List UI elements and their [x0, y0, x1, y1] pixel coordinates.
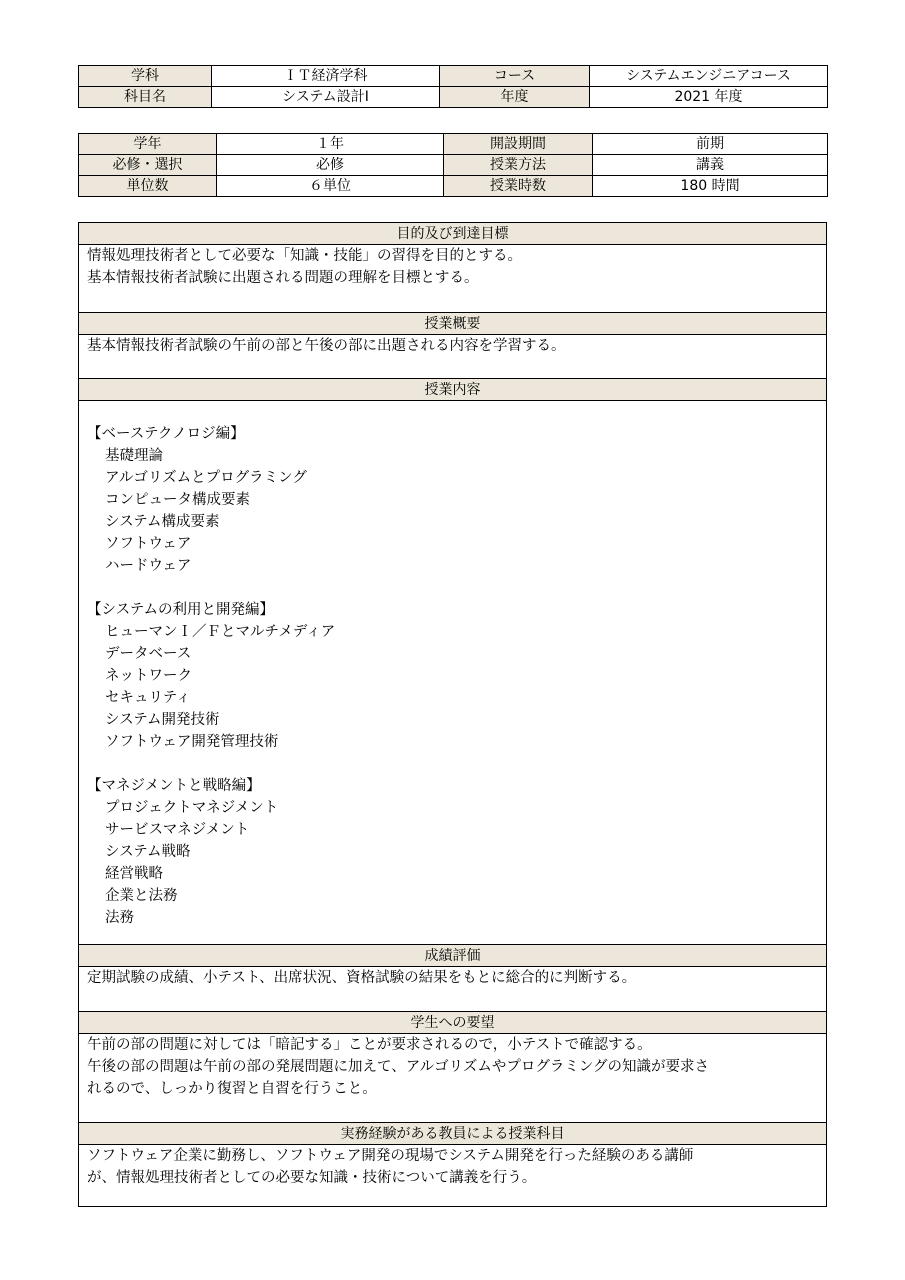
class-info-row [79, 176, 828, 197]
goals-line: 情報処理技術者として必要な「知識・技能」の習得を目的とする。 [87, 248, 522, 264]
year-value: 2021 年度 [590, 87, 828, 108]
department-value: ＩＴ経済学科 [212, 66, 440, 87]
hours-label: 授業時数 [444, 176, 593, 197]
topic-item: プロジェクトマネジメント [105, 800, 279, 816]
overview-line: 基本情報技術者試験の午前の部と午後の部に出題される内容を学習する。 [87, 338, 566, 354]
content-body [79, 423, 826, 943]
overview-body [79, 335, 826, 378]
group-title: 【ベーステクノロジ編】 [87, 426, 245, 442]
requests-line: れるので、しっかり復習と自習を行うこと。 [87, 1081, 377, 1097]
class-info-row [79, 155, 828, 176]
topic-item: ハードウェア [105, 558, 192, 574]
period-label: 開設期間 [444, 134, 593, 155]
goals-body [79, 245, 826, 312]
overview-heading: 授業概要 [79, 312, 826, 335]
topic-item: ソフトウェア [105, 536, 192, 552]
subject-value: システム設計Ⅰ [212, 87, 440, 108]
goals-line: 基本情報技術者試験に出題される問題の理解を目標とする。 [87, 270, 479, 286]
credits-label: 単位数 [79, 176, 217, 197]
topic-item: コンピュータ構成要素 [105, 492, 250, 508]
content-group [87, 599, 818, 753]
syllabus-sections [78, 222, 827, 1207]
course-info-table [78, 65, 828, 108]
grade-label: 学年 [79, 134, 217, 155]
group-title: 【マネジメントと戦略編】 [87, 778, 261, 794]
goals-heading: 目的及び到達目標 [79, 223, 826, 245]
method-value: 講義 [593, 155, 828, 176]
practitioner-body [79, 1145, 826, 1205]
topic-item: ヒューマンＩ／Ｆとマルチメディア [105, 624, 336, 640]
topic-item: システム戦略 [105, 844, 191, 860]
topic-item: データベース [105, 646, 192, 662]
content-group [87, 423, 818, 577]
required-value: 必修 [217, 155, 444, 176]
topic-item: セキュリティ [105, 690, 191, 706]
hours-value: 180 時間 [593, 176, 828, 197]
period-value: 前期 [593, 134, 828, 155]
requests-body [79, 1034, 826, 1122]
topic-item: 企業と法務 [105, 888, 178, 904]
course-info-row [79, 66, 828, 87]
content-group [87, 775, 818, 929]
evaluation-heading: 成績評価 [79, 944, 826, 967]
grade-value: １年 [217, 134, 444, 155]
topic-item: システム構成要素 [105, 514, 220, 530]
requests-line: 午後の部の問題は午前の部の発展問題に加えて、アルゴリズムやプログラミングの知識が要求さ [87, 1059, 710, 1075]
class-info-table [78, 133, 828, 197]
topic-item: 経営戦略 [105, 866, 163, 882]
topic-item: 法務 [105, 910, 134, 926]
credits-value: ６単位 [217, 176, 444, 197]
required-label: 必修・選択 [79, 155, 217, 176]
topic-item: ネットワーク [105, 668, 192, 684]
class-info-row [79, 134, 828, 155]
evaluation-line: 定期試験の成績、小テスト、出席状況、資格試験の結果をもとに総合的に判断する。 [87, 970, 637, 986]
year-label: 年度 [440, 87, 590, 108]
topic-item: ソフトウェア開発管理技術 [105, 734, 279, 750]
practitioner-line: が、情報処理技術者としての必要な知識・技術について講義を行う。 [87, 1170, 537, 1186]
subject-label: 科目名 [79, 87, 212, 108]
course-info-row [79, 87, 828, 108]
topic-item: アルゴリズムとプログラミング [105, 470, 307, 486]
content-heading: 授業内容 [79, 378, 826, 401]
requests-line: 午前の部の問題に対しては「暗記する」ことが要求されるので，小テストで確認する。 [87, 1037, 652, 1053]
topic-item: 基礎理論 [105, 448, 163, 464]
course-value: システムエンジニアコース [590, 66, 828, 87]
requests-heading: 学生への要望 [79, 1011, 826, 1034]
practitioner-heading: 実務経験がある教員による授業科目 [79, 1122, 826, 1145]
department-label: 学科 [79, 66, 212, 87]
evaluation-body [79, 967, 826, 1011]
topic-item: サービスマネジメント [105, 822, 250, 838]
method-label: 授業方法 [444, 155, 593, 176]
course-label: コース [440, 66, 590, 87]
topic-item: システム開発技術 [105, 712, 220, 728]
group-title: 【システムの利用と開発編】 [87, 602, 275, 618]
practitioner-line: ソフトウェア企業に勤務し、ソフトウェア開発の現場でシステム開発を行った経験のある講師 [87, 1148, 694, 1164]
